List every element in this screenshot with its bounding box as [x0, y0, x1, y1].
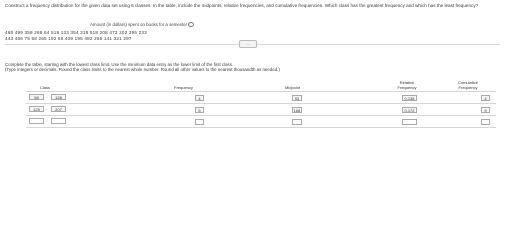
row-2-upper-limit[interactable]: 207 [51, 106, 66, 112]
row-2-frequency[interactable]: 5 [195, 107, 204, 113]
table-rule [26, 115, 496, 116]
row-2-cumulative-frequency[interactable]: 9 [481, 107, 490, 113]
range-separator: - [46, 94, 48, 99]
view-icon[interactable] [188, 22, 194, 27]
row-1-cumulative-frequency[interactable]: 4 [481, 95, 490, 101]
row-3-relative-frequency[interactable] [402, 119, 417, 125]
row-1-upper-limit[interactable]: 128 [51, 94, 66, 100]
range-separator: - [46, 118, 48, 123]
row-3-frequency[interactable] [195, 119, 204, 125]
row-3-cumulative-frequency[interactable] [481, 119, 490, 125]
row-2-lower-limit[interactable]: 129 [29, 106, 44, 112]
question-text: Construct a frequency distribution for the given data set using 6 classes. In the table, include the midpoints, relative frequencies, and cumulative frequencies. Which class has the greatest frequency and which has the least frequency? [5, 3, 479, 8]
row-3-midpoint[interactable] [292, 119, 302, 125]
row-3-upper-limit[interactable] [51, 118, 66, 124]
instructions [5, 62, 500, 72]
data-row-2: 443 466 75 58 265 192 68 409 195 482 265 141 321 297 [5, 36, 132, 41]
table-rule [26, 91, 496, 92]
table-rule [26, 103, 496, 104]
row-1-relative-frequency[interactable]: 0.138 [402, 95, 417, 101]
header-midpoint: Midpoint [285, 85, 301, 90]
header-relative-frequency: Relative Frequency [397, 80, 417, 90]
data-title [90, 22, 194, 27]
range-separator: - [46, 106, 48, 111]
row-3-lower-limit[interactable] [29, 118, 44, 124]
header-class: Class [40, 85, 51, 90]
instruction-line-2: (Type integers or decimals. Round the class limits to the nearest whole number. Round all other values to the nearest thousandth as needed.) [5, 67, 280, 73]
header-cumulative-frequency: Cumulative Frequency [457, 80, 478, 90]
row-1-midpoint[interactable]: 93 [292, 95, 302, 101]
expand-button[interactable]: ... [239, 40, 257, 48]
instruction-line-1: Complete the table, starting with the lowest class limit. Use the minimum data entry as the lower limit of the first class. [5, 62, 234, 67]
row-2-midpoint[interactable]: 168 [293, 108, 301, 113]
header-frequency: Frequency [174, 85, 193, 90]
row-1-frequency[interactable]: 4 [195, 95, 204, 101]
data-row-1: 468 499 358 268 64 519 133 354 318 518 208 473 202 395 233 [5, 30, 147, 35]
data-title-text: Amount (in dollars) spent on books for a semester [90, 22, 188, 27]
row-2-relative-frequency[interactable]: 0.172 [402, 107, 417, 113]
table-rule [26, 127, 496, 128]
row-1-lower-limit[interactable]: 58 [29, 94, 44, 100]
